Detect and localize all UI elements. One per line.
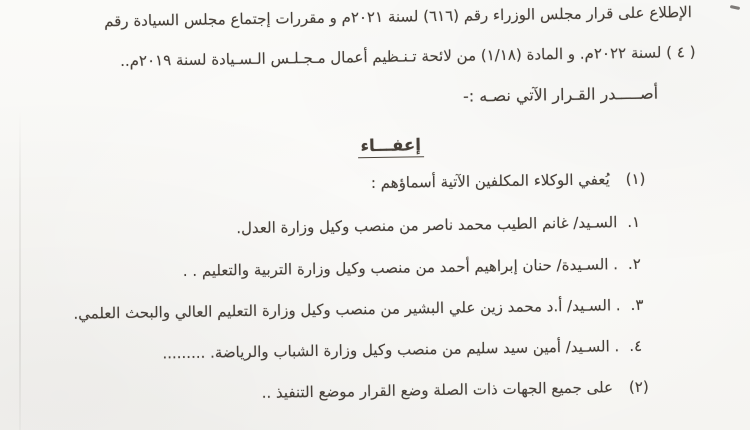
section-heading-wrap [357,135,424,157]
list-item [162,337,642,363]
issuance-line: أصـــــدر القـرار الآتي نصـه :- [462,83,659,106]
item-text: السـيد/ غانم الطيب محمد ناصر من منصب وكيل وزارة العدل. [236,213,618,238]
item-number: ٣. [630,295,644,314]
item-number: ٢. [627,254,641,274]
preamble-line-1: الإطلاع على قرار مجلس الوزراء رقم (٦١٦) لسنة ٢٠٢١م و مقررات إجتماع مجلس السيادة رقم [104,2,692,31]
clause-1-text: يُعفي الوكلاء المكلفين الآتية أسماؤهم : [370,170,610,193]
clause-1 [371,170,646,193]
clause-2-text: على جميع الجهات ذات الصلة وضع القرار موضع التنفيذ .. [261,378,614,402]
item-text: . السـيدة/ حنان إبراهيم أحمد من منصب وكيل وزارة التربية والتعليم . . [182,255,619,281]
item-text: . السـيد/ أ.د محمد زين علي البشير من منصب وكيل وزارة التعليم العالي والبحث العلمي. [73,296,621,323]
section-heading: إعفـــاء [357,135,424,158]
item-text: . السـيد/ أمين سيد سليم من منصب وكيل وزارة الشباب والرياضة. ......... [162,337,620,363]
preamble-line-2: ( ٤ ) لسنة ٢٠٢٢م. و المادة (١/١٨) من لائحة تـنـظيم أعمال مـجـلـس الـسـيادة لسنة ٢٠١٩م.. [119,42,696,70]
clause-2-number: (٢) [628,377,649,397]
clause-1-number: (١) [625,169,646,189]
list-item [183,255,641,281]
list-item [73,296,643,324]
list-item [236,213,640,238]
item-number: ١. [627,212,641,232]
clause-2 [262,378,649,403]
item-number: ٤. [629,336,643,356]
